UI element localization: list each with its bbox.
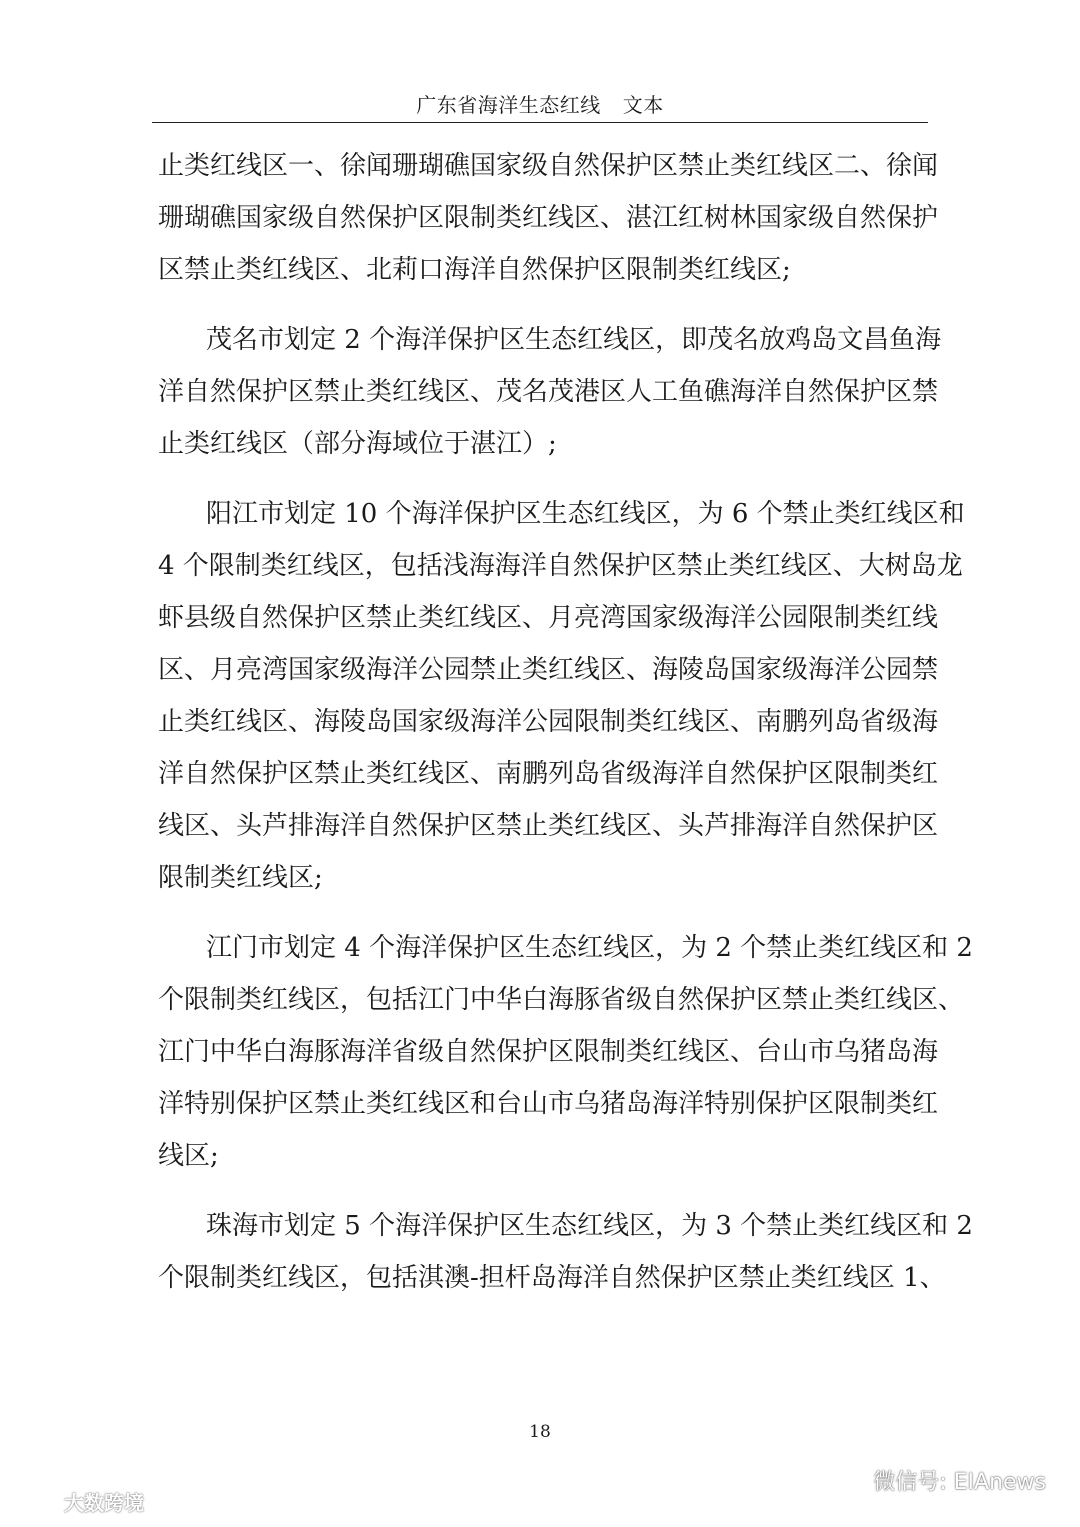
header-title: 广东省海洋生态红线 [416, 93, 601, 117]
text-line: 止类红线区（部分海域位于湛江）; [158, 429, 557, 459]
header-divider [152, 122, 928, 123]
text-line: 珊瑚礁国家级自然保护区限制类红线区、湛江红树林国家级自然保护 [158, 203, 939, 233]
text-line: 止类红线区一、徐闻珊瑚礁国家级自然保护区禁止类红线区二、徐闻 [158, 151, 939, 181]
watermark-left-text: 大数跨境 [64, 1490, 144, 1515]
page-number: 18 [529, 1422, 551, 1442]
header-subtitle: 文本 [622, 93, 664, 117]
weibo-logo-icon [12, 1490, 58, 1512]
text-line: 虾县级自然保护区禁止类红线区、月亮湾国家级海洋公园限制类红线 [158, 603, 939, 633]
text-line: 珠海市划定 5 个海洋保护区生态红线区，为 3 个禁止类红线区和 2 [206, 1211, 973, 1241]
wechat-icon [829, 1465, 863, 1495]
text-line: 限制类红线区; [158, 863, 323, 893]
text-line: 阳江市划定 10 个海洋保护区生态红线区，为 6 个禁止类红线区和 [206, 499, 965, 529]
text-line: 个限制类红线区，包括淇澳-担杆岛海洋自然保护区禁止类红线区 1、 [158, 1263, 946, 1293]
text-line: 区、月亮湾国家级海洋公园禁止类红线区、海陵岛国家级海洋公园禁 [158, 655, 939, 685]
text-line: 线区; [158, 1141, 219, 1171]
watermark-right [829, 1462, 1046, 1498]
text-line: 洋自然保护区禁止类红线区、南鹏列岛省级海洋自然保护区限制类红 [158, 759, 939, 789]
text-line: 线区、头芦排海洋自然保护区禁止类红线区、头芦排海洋自然保护区 [158, 811, 939, 841]
text-line: 洋自然保护区禁止类红线区、茂名茂港区人工鱼礁海洋自然保护区禁 [158, 377, 939, 407]
body-text [158, 140, 973, 1304]
text-line: 茂名市划定 2 个海洋保护区生态红线区，即茂名放鸡岛文昌鱼海 [206, 325, 942, 355]
text-line: 洋特别保护区禁止类红线区和台山市乌猪岛海洋特别保护区限制类红 [158, 1089, 939, 1119]
running-header [152, 88, 928, 122]
text-line: 江门中华白海豚海洋省级自然保护区限制类红线区、台山市乌猪岛海 [158, 1037, 939, 1067]
watermark-left [12, 1488, 144, 1514]
text-line: 江门市划定 4 个海洋保护区生态红线区，为 2 个禁止类红线区和 2 [206, 933, 973, 963]
text-line: 区禁止类红线区、北莉口海洋自然保护区限制类红线区; [158, 255, 791, 285]
text-line: 止类红线区、海陵岛国家级海洋公园限制类红线区、南鹏列岛省级海 [158, 707, 939, 737]
watermark-right-text: 微信号: EIAnews [873, 1469, 1046, 1495]
text-line: 个限制类红线区，包括江门中华白海豚省级自然保护区禁止类红线区、 [158, 985, 965, 1015]
text-line: 4 个限制类红线区，包括浅海海洋自然保护区禁止类红线区、大树岛龙 [158, 551, 963, 581]
